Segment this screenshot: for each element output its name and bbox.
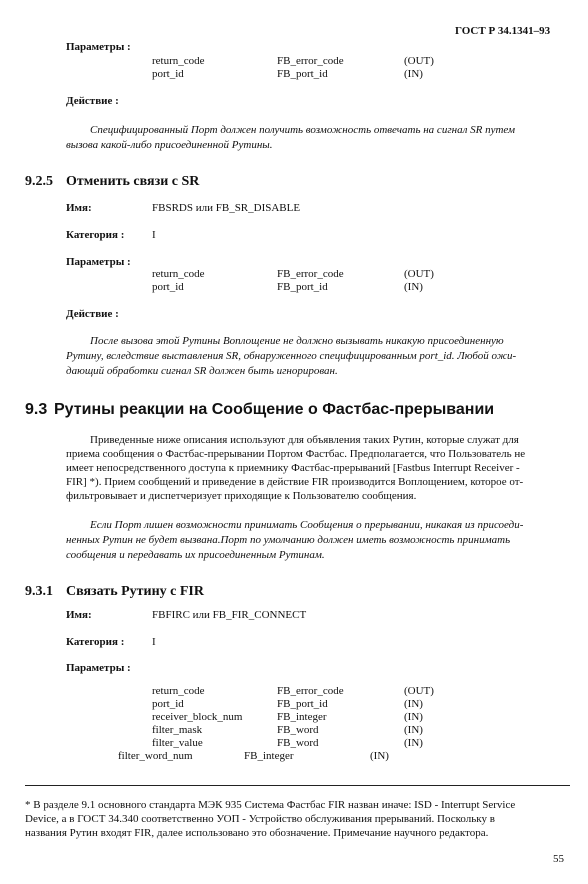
section-title: Отменить связи с SR <box>66 174 200 189</box>
section-number: 9.2.5 <box>25 174 53 189</box>
paragraph-line: сообщения и передавать их присоединенным Рутинам. <box>66 549 325 561</box>
section-number: 9.3 <box>25 401 48 418</box>
paragraph-line: FIR] *). Прием сообщений и приведение в действие FIR производится Воплощением, которое от- <box>66 476 524 488</box>
category-value: I <box>152 229 156 241</box>
param-name: receiver_block_num <box>152 711 243 723</box>
paragraph-line: приема сообщения о Фастбас-прерывании Портом Фастбас. Предполагается, что Пользователь не <box>66 448 526 460</box>
param-type: FB_word <box>277 724 319 736</box>
section-title: Связать Рутину с FIR <box>66 584 204 599</box>
params-label: Параметры : <box>66 41 131 53</box>
action-line: После вызова этой Рутины Воплощение не должно вызывать никакую присоединенную <box>90 335 504 347</box>
action-line: Специфицированный Порт должен получить возможность отвечать на сигнал SR путем <box>90 124 516 136</box>
name-label: Имя: <box>66 202 92 214</box>
param-name: return_code <box>152 685 205 697</box>
param-name: filter_mask <box>152 724 203 736</box>
footnote-rule <box>25 785 570 786</box>
param-type: FB_error_code <box>277 55 344 67</box>
param-type: FB_integer <box>244 750 294 762</box>
param-name: return_code <box>152 268 205 280</box>
paragraph-line: имеет непосредственного доступа к приемнику Фастбас-прерываний [Fastbus Interrupt Receiver - <box>66 462 520 474</box>
footnote-line: названия Рутин входят FIR, далее использовано это обозначение. Примечание научного редактора. <box>25 827 489 839</box>
category-label: Категория : <box>66 229 125 241</box>
category-value: I <box>152 636 156 648</box>
param-type: FB_port_id <box>277 281 328 293</box>
paragraph-line: Если Порт лишен возможности принимать Сообщения о прерывании, никакая из присоеди- <box>90 519 524 531</box>
section-number: 9.3.1 <box>25 584 53 599</box>
param-direction: (IN) <box>404 698 423 710</box>
param-direction: (IN) <box>404 711 423 723</box>
routine-name: FBSRDS или FB_SR_DISABLE <box>152 202 301 214</box>
param-name: filter_word_num <box>118 750 193 762</box>
action-line: Рутину, вследствие выставления SR, обнаруженного специфицированным port_id. Любой ожи- <box>66 350 517 362</box>
param-direction: (OUT) <box>404 685 434 697</box>
param-name: filter_value <box>152 737 203 749</box>
param-name: port_id <box>152 281 184 293</box>
routine-name: FBFIRC или FB_FIR_CONNECT <box>152 609 307 621</box>
param-direction: (IN) <box>404 737 423 749</box>
param-direction: (IN) <box>404 281 423 293</box>
param-direction: (IN) <box>404 68 423 80</box>
param-type: FB_error_code <box>277 685 344 697</box>
params-label: Параметры : <box>66 662 131 674</box>
param-name: return_code <box>152 55 205 67</box>
paragraph-line: фильтровывает и диспетчеризует приходящие к Пользователю сообщения. <box>66 490 417 502</box>
param-name: port_id <box>152 698 184 710</box>
paragraph-line: ненных Рутин не будет вызвана.Порт по умолчанию должен иметь возможность принимать <box>66 534 511 546</box>
param-type: FB_port_id <box>277 68 328 80</box>
param-type: FB_error_code <box>277 268 344 280</box>
footnote-line: Device, а в ГОСТ 34.340 соответственно УОП - Устройство обслуживания прерываний. Поскольку в <box>25 813 495 825</box>
param-direction: (IN) <box>370 750 389 762</box>
param-direction: (OUT) <box>404 268 434 280</box>
section-title: Рутины реакции на Сообщение о Фастбас-прерывании <box>54 401 495 418</box>
action-label: Действие : <box>66 95 119 107</box>
param-type: FB_word <box>277 737 319 749</box>
param-direction: (OUT) <box>404 55 434 67</box>
action-line: вызова какой-либо присоединенной Рутины. <box>66 139 273 151</box>
category-label: Категория : <box>66 636 125 648</box>
param-type: FB_port_id <box>277 698 328 710</box>
page-number: 55 <box>553 853 564 865</box>
paragraph-line: Приведенные ниже описания используют для объявления таких Рутин, которые служат для <box>90 434 519 446</box>
action-line: дающий обработки сигнал SR должен быть игнорирован. <box>66 365 338 377</box>
running-header: ГОСТ Р 34.1341–93 <box>455 25 551 37</box>
name-label: Имя: <box>66 609 92 621</box>
params-label: Параметры : <box>66 256 131 268</box>
param-name: port_id <box>152 68 184 80</box>
param-direction: (IN) <box>404 724 423 736</box>
param-type: FB_integer <box>277 711 327 723</box>
action-label: Действие : <box>66 308 119 320</box>
footnote-line: * В разделе 9.1 основного стандарта МЭК 935 Система Фастбас FIR назван иначе: ISD - Interrupt Service <box>25 799 516 811</box>
